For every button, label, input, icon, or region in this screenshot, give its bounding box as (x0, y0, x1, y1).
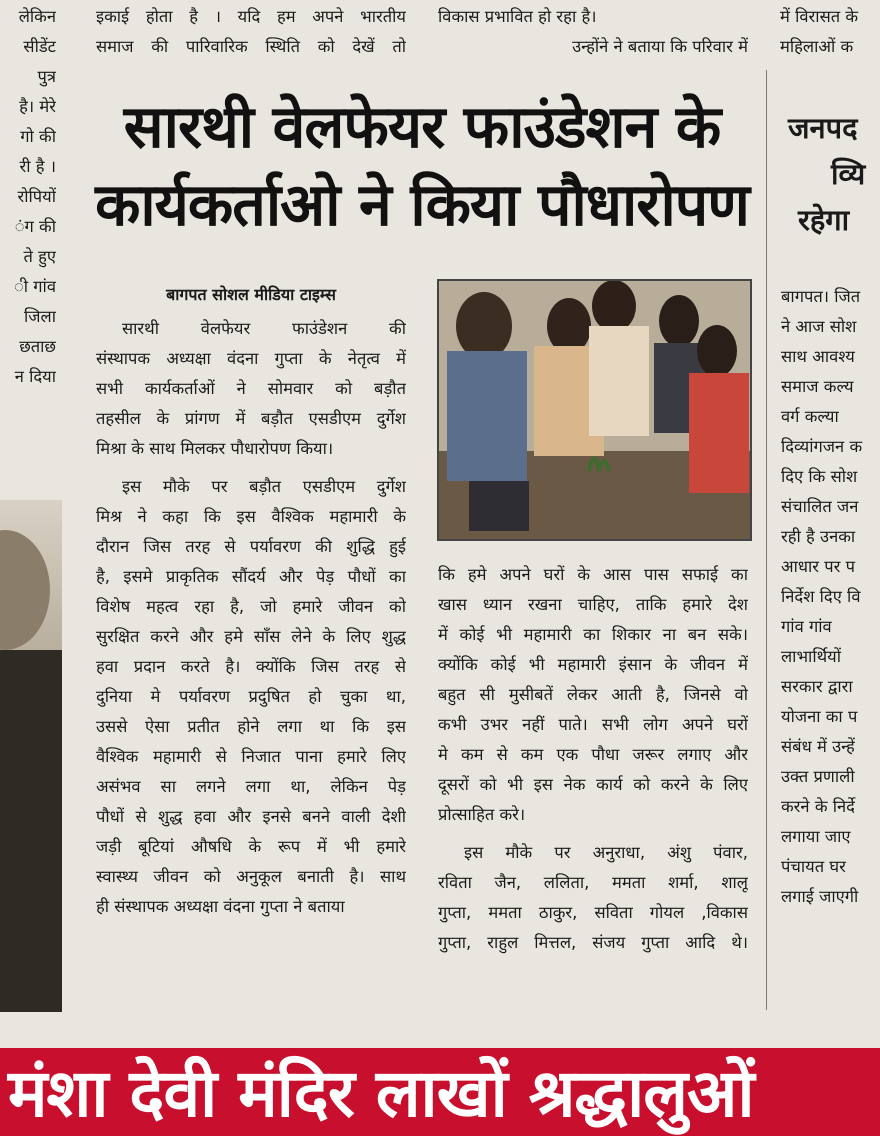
body-line: कभी उभर नहीं पाते। सभी लोग अपने घरों (438, 715, 748, 734)
right-body-line: रही है उनका (781, 527, 856, 546)
top-snippet-col2 (438, 2, 748, 62)
snippet-line: समाज की पारिवारिक स्थिति को देखें तो (96, 37, 406, 56)
right-body-line: संचालित जन (781, 497, 859, 516)
left-fragment-line: लेकिन (18, 7, 56, 26)
left-fragment-line: ते हुए (23, 247, 56, 266)
body-line: हवा प्रदान करते है। क्योंकि जिस तरह से (96, 657, 406, 676)
body-line: विशेष महत्व रहा है, जो हमारे जीवन को (96, 597, 406, 616)
body-line: कि हमे अपने घरों के आस पास सफाई का (438, 565, 748, 584)
body-line: प्रोत्साहित करे। (438, 805, 526, 824)
top-snippet-col1 (96, 2, 406, 62)
body-line: दूसरों को भी इस नेक कार्य को करने के लिए (438, 775, 748, 794)
body-line: में कोई भी महामारी का शिकार ना बन सके। (438, 625, 748, 644)
body-line: रविता जैन, ललिता, ममता शर्मा, शालू (438, 873, 748, 892)
article-byline: बागपत सोशल मीडिया टाइम्स (166, 285, 336, 304)
right-body-line: दिए कि सोश (781, 467, 858, 486)
right-head-line: जनपद (788, 111, 858, 145)
right-body-line: योजना का प (781, 707, 858, 726)
right-body-line: साथ आवश्य (781, 347, 855, 366)
left-fragment-line: है। मेरे (19, 97, 56, 116)
body-line: खास ध्यान रखना चाहिए, ताकि हमारे देश (438, 595, 748, 614)
body-line: सुरक्षित करने और हमे साँस लेने के लिए शुद्ध (96, 627, 406, 646)
body-line: गुप्ता, ममता ठाकुर, सविता गोयल ,विकास (438, 903, 748, 922)
banner-headline: मंशा देवी मंदिर लाखों श्रद्धालुओं (8, 1055, 754, 1132)
left-fragment-text (14, 2, 56, 392)
headline-line-1: सारथी वेलफेयर फाउंडेशन के (123, 92, 721, 161)
body-line: मिश्र ने कहा कि इस वैश्विक महामारी के (96, 507, 406, 526)
body-line: असंभव सा लगने लगा था, लेकिन पेड़ (96, 777, 406, 796)
snippet-line: उन्होंने ने बताया कि परिवार में (572, 37, 748, 56)
left-fragment-line: छताछ (19, 337, 56, 356)
right-body-line: समाज कल्य (781, 377, 854, 396)
right-body-line: ने आज सोश (781, 317, 857, 336)
right-body-line: गांव गांव (781, 617, 832, 636)
right-body-line: वर्ग कल्या (781, 407, 839, 426)
right-article-head (776, 108, 880, 268)
left-fragment-line: जिला (24, 307, 56, 326)
right-body-line: लगाया जाए (781, 827, 851, 846)
right-body-line: निर्देश दिए वि (781, 587, 861, 606)
left-fragment-line: ी गांव (13, 277, 56, 296)
headline-line-2: कार्यकर्ताओ ने किया पौधारोपण (95, 170, 749, 239)
body-line: मे कम से कम एक पौधा जरूर लगाए और (438, 745, 748, 764)
column-divider (766, 70, 767, 1010)
left-fragment-line: ंग की (14, 217, 56, 236)
body-line: सारथी वेलफेयर फाउंडेशन की (122, 319, 406, 338)
body-line: सभी कार्यकर्ताओं ने सोमवार को बड़ौत (96, 379, 406, 398)
right-body-line: दिव्यांगजन क (781, 437, 863, 456)
bottom-headline-banner (0, 1048, 880, 1136)
right-head-line: व्यि (831, 157, 866, 191)
body-line: तहसील के प्रांगण में बड़ौत एसडीएम दुर्गेश (96, 409, 406, 428)
right-body-line: करने के निर्दे (781, 797, 855, 816)
body-line: क्योंकि कोई भी महामारी इंसान के जीवन में (438, 655, 748, 674)
right-body-line: संबंध में उन्हें (781, 737, 855, 756)
snippet-line: महिलाओं क (780, 37, 854, 56)
right-body-line: लगाई जाएगी (781, 887, 859, 906)
planting-photo (437, 279, 752, 541)
body-line: ही संस्थापक अध्यक्षा वंदना गुप्ता ने बताया (96, 897, 345, 916)
body-line: पौधों से शुद्ध हवा और इनसे बनने वाली देशी (96, 807, 406, 826)
body-line: गुप्ता, राहुल मित्तल, संजय गुप्ता आदि थे। (438, 933, 748, 952)
body-line: संस्थापक अध्यक्षा वंदना गुप्ता के नेतृत्व में (96, 349, 406, 368)
body-line: इस मौके पर अनुराधा, अंशु पंवार, (464, 843, 748, 862)
right-head-line: रहेगा (798, 203, 850, 237)
body-line: उससे ऐसा प्रतीत होने लगा था कि इस (96, 717, 406, 736)
right-body-line: उक्त प्रणाली (781, 767, 855, 786)
right-body-line: लाभार्थियों (781, 647, 841, 666)
right-body-line: बागपत। जित (781, 287, 861, 306)
article-column-1 (96, 314, 406, 922)
left-fragment-line: पुत्र (37, 67, 56, 86)
side-photo-person (0, 500, 62, 1012)
body-line: इस मौके पर बड़ौत एसडीएम दुर्गेश (122, 477, 406, 496)
body-line: दौरान जिस तरह से पर्यावरण की शुद्धि हुई (96, 537, 406, 556)
left-fragment-line: सीडेंट (23, 37, 56, 56)
body-line: बहुत सी मुसीबतें लेकर आती है, जिनसे वो (438, 685, 748, 704)
right-article-body (781, 282, 880, 912)
body-line: है, इसमे प्राकृतिक सौंदर्य और पेड़ पौधों का (96, 567, 406, 586)
body-line: मिश्रा के साथ मिलकर पौधारोपण किया। (96, 439, 334, 458)
left-fragment-line: न दिया (14, 367, 56, 386)
article-column-2 (438, 560, 748, 958)
right-body-line: पंचायत घर (781, 857, 846, 876)
snippet-line: विकास प्रभावित हो रहा है। (438, 7, 597, 26)
article-headline (92, 88, 752, 244)
body-line: स्वास्थ्य जीवन को अनुकूल बनाती है। साथ (96, 867, 406, 886)
body-line: जड़ी बूटियां औषधि के रूप में भी हमारे (96, 837, 406, 856)
planting-photo-illustration (439, 281, 750, 539)
body-line: दुनिया मे पर्यावरण प्रदुषित हो चुका था, (96, 687, 406, 706)
left-fragment-line: रोपियों (17, 187, 56, 206)
snippet-line: में विरासत के (780, 7, 859, 26)
left-fragment-line: री है । (19, 157, 56, 176)
snippet-line: इकाई होता है । यदि हम अपने भारतीय (96, 7, 406, 26)
left-fragment-column (0, 0, 60, 470)
right-body-line: आधार पर प (781, 557, 856, 576)
right-body-line: सरकार द्वारा (781, 677, 853, 696)
left-fragment-line: गो की (20, 127, 56, 146)
body-line: वैश्विक महामारी से निजात पाना हमारे लिए (96, 747, 406, 766)
top-snippet-right (780, 2, 880, 62)
